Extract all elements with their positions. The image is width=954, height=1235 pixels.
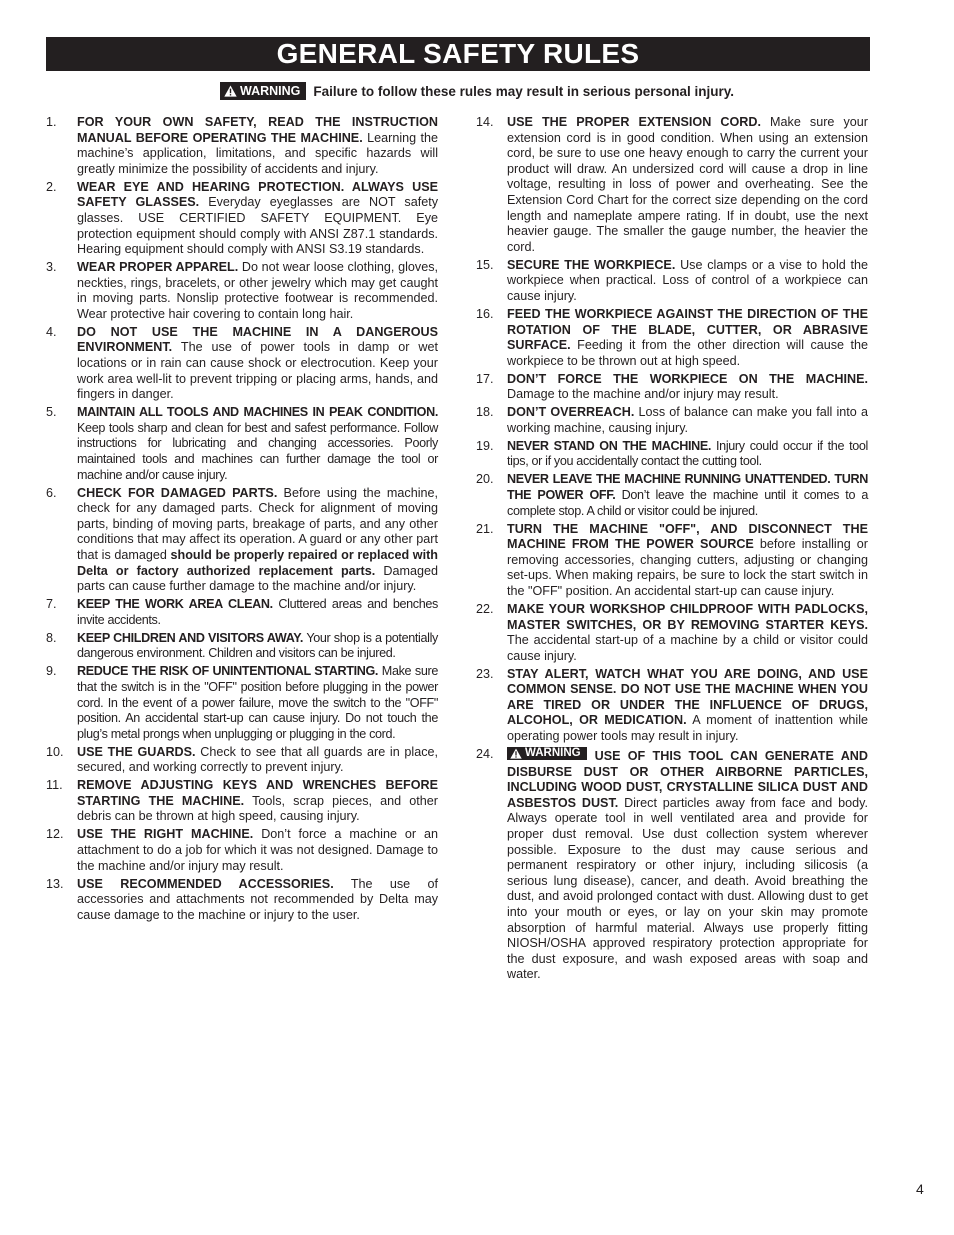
rule-body: Use clamps or a vise to hold the workpiece when practical. Loss of control of a workpiece can cause injury. (507, 257, 868, 303)
rule-heading: FEED THE WORKPIECE AGAINST THE DIRECTION OF THE ROTATION OF THE BLADE, CUTTER, OR ABRASIVE SURFACE. (507, 306, 868, 353)
warning-triangle-icon (510, 748, 522, 759)
rule-text (77, 877, 438, 924)
rule-heading: DON’T OVERREACH. (507, 405, 635, 420)
rule-body: Make sure your extension cord is in good condition. When using an extension cord, be sure to use one heavy enough to carry the current your product will draw. An undersized cord will cause a drop in line voltage, resulting in loss of power and overheating. See the Extension Cord Chart for the correct size depending on the cord length and nameplate ampere rating. If in doubt, use the next heavier gauge. The smaller the gauge number, the heavier the cord. (507, 115, 869, 254)
rule-item (46, 325, 438, 403)
rule-number: 19. (476, 438, 494, 453)
rule-item (476, 602, 868, 664)
rule-item (476, 667, 868, 745)
rule-heading: USE RECOMMENDED ACCESSORIES. (77, 876, 334, 891)
rule-text (77, 180, 438, 258)
rule-number: 15. (476, 257, 494, 272)
rule-heading: USE OF THIS TOOL CAN GENERATE AND DISBURSE DUST OR OTHER AIRBORNE PARTICLES, INCLUDING WOOD DUST, CRYSTALLINE SILICA DUST AND ASBESTOS DUST. (507, 749, 868, 810)
rule-item (476, 747, 868, 983)
rule-text (507, 472, 868, 519)
rule-item (476, 472, 868, 519)
rule-body: before installing or removing accessories, changing cutters, adjusting or changing set-ups. When making repairs, be sure to lock the start switch in the "OFF" position. An accidental start-up can cause injury. (507, 537, 868, 598)
rule-number: 5. (46, 405, 57, 420)
rule-heading: REDUCE THE RISK OF UNINTENTIONAL STARTING. (77, 664, 379, 679)
rule-item (476, 372, 868, 403)
rule-number: 18. (476, 405, 494, 420)
rule-heading: KEEP CHILDREN AND VISITORS AWAY. (77, 630, 304, 645)
rule-item (46, 405, 438, 483)
rule-body: Make sure that the switch is in the "OFF" position before plugging in the power cord. In the event of a power failure, move the switch to the "OFF" position. An accidental start-up can cause injury. Do not touch the plug’s metal prongs when unplugging or plugging in the cord. (77, 664, 438, 741)
rule-item (46, 180, 438, 258)
rule-body: Damage to the machine and/or injury may result. (507, 387, 779, 402)
rule-heading: TURN THE MACHINE "OFF", AND DISCONNECT THE MACHINE FROM THE POWER SOURCE (507, 521, 868, 552)
rule-body: Direct particles away from face and body. Always operate tool in well ventilated area and provide for proper dust removal. Use dust collection system wherever possible. Exposure to the dust may cause serious and permanent respiratory or other injury, including silicosis (a serious lung disease), cancer, and death. Avoid breathing the dust, and avoid prolonged contact with dust. Allowing dust to get into your mouth or eyes, or lay on your skin may promote absorption of harmful material. Always use properly fitting NIOSH/OSHA approved respiratory protection appropriate for the dust exposure, and wash exposed areas with soap and water. (507, 795, 868, 982)
rule-body: Don’t force a machine or an attachment to do a job for which it was not designed. Damage to the machine and/or injury may result. (77, 827, 438, 873)
rule-text (507, 522, 868, 600)
rule-heading: SECURE THE WORKPIECE. (507, 257, 676, 272)
rule-item (46, 486, 438, 595)
rule-item (46, 827, 438, 874)
rule-heading: USE THE RIGHT MACHINE. (77, 827, 254, 842)
rule-body: Check to see that all guards are in place, secured, and working correctly to prevent injury. (77, 744, 439, 775)
rule-text (507, 307, 868, 369)
rule-heading: FOR YOUR OWN SAFETY, READ THE INSTRUCTION MANUAL BEFORE OPERATING THE MACHINE. (77, 115, 438, 145)
rule-number: 4. (46, 324, 57, 339)
rule-item (476, 258, 868, 305)
rule-body: Loss of balance can make you fall into a working machine, causing injury. (507, 405, 868, 435)
rule-item (476, 115, 868, 255)
rule-item (46, 260, 438, 322)
rule-number: 22. (476, 601, 494, 616)
rule-number: 8. (46, 630, 57, 645)
rule-number: 7. (46, 597, 57, 612)
rule-heading: MAINTAIN ALL TOOLS AND MACHINES IN PEAK CONDITION. (77, 405, 438, 420)
rule-item (46, 877, 438, 924)
rule-body: The use of power tools in damp or wet locations or in rain can cause shock or electrocution. Keep your work area well-lit to prevent tripping or placing arms, hands, and fingers in danger. (77, 340, 438, 402)
rule-number: 21. (476, 521, 494, 536)
rule-heading: NEVER STAND ON THE MACHINE. (507, 438, 712, 453)
rule-number: 2. (46, 179, 57, 194)
rule-text (507, 258, 868, 305)
rule-number: 6. (46, 485, 57, 500)
rule-number: 3. (46, 260, 57, 275)
rule-body-secondary: Damaged parts can cause further damage to the machine and/or injury. (77, 563, 438, 594)
rule-body: Injury could occur if the tool tips, or if you accidentally contact the cutting tool. (507, 438, 868, 469)
rule-heading: USE THE GUARDS. (77, 744, 196, 759)
warning-banner-text: Failure to follow these rules may result in serious personal injury. (313, 83, 735, 99)
rule-text (77, 115, 438, 177)
page-title: GENERAL SAFETY RULES (46, 37, 870, 71)
rule-heading: CHECK FOR DAMAGED PARTS. (77, 485, 278, 500)
rule-body: Tools, scrap pieces, and other debris can be thrown at high speed, causing injury. (77, 793, 438, 824)
rule-number: 16. (476, 306, 494, 321)
rule-heading: MAKE YOUR WORKSHOP CHILDPROOF WITH PADLOCKS, MASTER SWITCHES, OR BY REMOVING STARTER KEYS. (507, 601, 868, 632)
rule-number: 23. (476, 666, 494, 681)
rule-heading: STAY ALERT, WATCH WHAT YOU ARE DOING, AND USE COMMON SENSE. DO NOT USE THE MACHINE WHEN YOU ARE TIRED OR UNDER THE INFLUENCE OF DRUGS, ALCOHOL, OR MEDICATION. (507, 666, 868, 728)
rule-item (46, 631, 438, 662)
rule-text (77, 405, 438, 483)
rule-number: 10. (46, 744, 64, 759)
rule-text (77, 631, 438, 662)
rule-heading: WEAR EYE AND HEARING PROTECTION. ALWAYS USE SAFETY GLASSES. (77, 179, 438, 210)
rule-text (507, 439, 868, 470)
rule-body: Learning the machine’s application, limitations, and specific hazards will greatly minimize the possibility of accidents and injury. (77, 130, 439, 176)
rule-item (46, 778, 438, 825)
rule-number: 9. (46, 664, 57, 679)
rule-text (77, 745, 438, 776)
warning-badge-label: WARNING (525, 747, 581, 760)
warning-badge (507, 747, 587, 760)
rule-text (77, 827, 438, 874)
rule-item (476, 405, 868, 436)
rule-number: 20. (476, 472, 494, 487)
page-number: 4 (916, 1181, 924, 1197)
rule-text (507, 667, 868, 745)
rule-body: The accidental start-up of a machine by a child or visitor could cause injury. (507, 633, 868, 663)
rule-heading: USE THE PROPER EXTENSION CORD. (507, 115, 761, 129)
rule-number: 14. (476, 115, 494, 129)
rule-text (77, 597, 438, 628)
rule-item (46, 745, 438, 776)
rule-item (46, 597, 438, 628)
rule-body: Keep tools sharp and clean for best and safest performance. Follow instructions for lubricating and changing accessories. Poorly maintained tools and machines can further damage the tool or machine and/or cause injury. (77, 420, 438, 482)
rule-body: Everyday eyeglasses are NOT safety glasses. USE CERTIFIED SAFETY EQUIPMENT. Eye protection equipment should comply with ANSI Z87.1 standards. Hearing equipment should comply with ANSI S3.19 standards. (77, 195, 439, 257)
rule-number: 17. (476, 371, 494, 386)
rule-item (46, 115, 438, 177)
rule-body: Before using the machine, check for any damaged parts. Check for alignment of moving parts, binding of moving parts, breakage of parts, and any other conditions that may affect its operation. A guard or any other part that is damaged (77, 485, 439, 562)
rule-heading: DON’T FORCE THE WORKPIECE ON THE MACHINE. (507, 371, 868, 386)
rule-heading: KEEP THE WORK AREA CLEAN. (77, 597, 273, 612)
rule-body: The use of accessories and attachments not recommended by Delta may cause damage to the machine or injury to the user. (77, 876, 438, 922)
rules-column-left (46, 115, 438, 926)
rule-number: 24. (476, 747, 494, 762)
rule-body: Cluttered areas and benches invite accidents. (77, 597, 439, 627)
rule-number: 11. (46, 778, 63, 793)
rule-body: A moment of inattention while operating power tools may result in injury. (507, 713, 868, 744)
rule-number: 1. (46, 115, 57, 129)
rule-body: Your shop is a potentially dangerous environment. Children and visitors can be injured. (77, 630, 438, 661)
rule-body: Feeding it from the other direction will cause the workpiece to be thrown out at high speed. (507, 338, 868, 368)
rule-heading-secondary: should be properly repaired or replaced with Delta or factory authorized replacement parts. (77, 547, 438, 578)
rule-item (476, 522, 868, 600)
rule-text (77, 325, 438, 403)
rules-column-right (476, 115, 868, 985)
rule-text (507, 115, 868, 255)
rule-item (46, 664, 438, 742)
rule-item (476, 439, 868, 470)
rule-text (507, 372, 868, 403)
rule-text (77, 486, 438, 595)
rule-heading: REMOVE ADJUSTING KEYS AND WRENCHES BEFORE STARTING THE MACHINE. (77, 778, 438, 808)
rule-item (476, 307, 868, 369)
rule-heading: DO NOT USE THE MACHINE IN A DANGEROUS ENVIRONMENT. (77, 324, 438, 355)
rule-text (507, 747, 868, 983)
rule-text (507, 602, 868, 664)
warning-badge (220, 82, 306, 100)
warning-badge-label: WARNING (239, 84, 301, 98)
rule-number: 13. (46, 876, 64, 891)
rule-text (77, 664, 438, 742)
rule-body: Don’t leave the machine until it comes to a complete stop. A child or visitor could be injured. (507, 488, 868, 518)
warning-triangle-icon (224, 85, 237, 97)
rule-text (507, 405, 868, 436)
rule-text (77, 260, 438, 322)
rule-body: Do not wear loose clothing, gloves, neckties, rings, bracelets, or other jewelry which may get caught in moving parts. Nonslip protective footwear is recommended. Wear protective hair covering to contain long hair. (77, 260, 438, 321)
rule-number: 12. (46, 827, 64, 842)
rule-text (77, 778, 438, 825)
rule-heading: WEAR PROPER APPAREL. (77, 260, 239, 275)
rule-heading: NEVER LEAVE THE MACHINE RUNNING UNATTENDED. TURN THE POWER OFF. (507, 472, 868, 502)
warning-banner (0, 80, 954, 102)
